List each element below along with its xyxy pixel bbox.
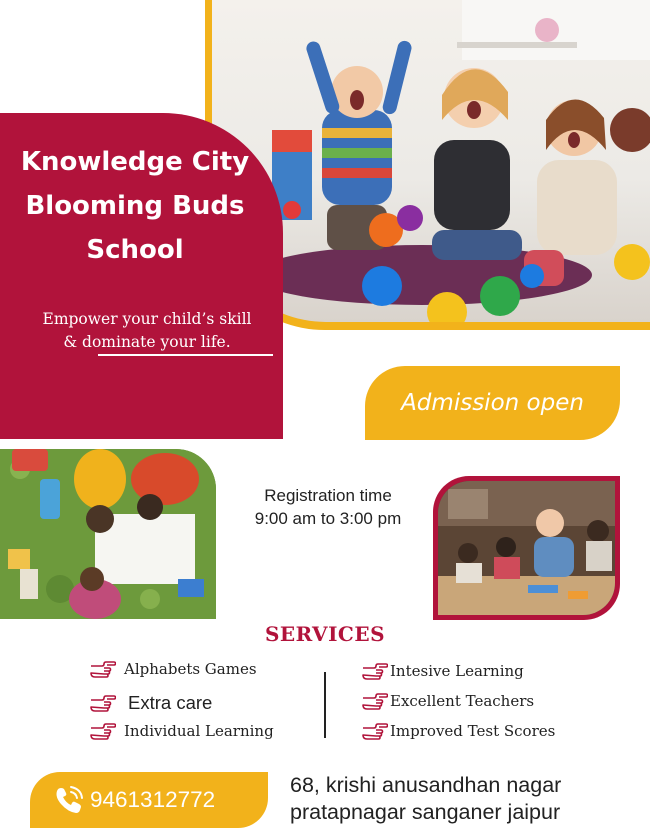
tagline-line-1: Empower your child’s skill [42,310,252,328]
kids-drawing-on-grass-photo [0,449,216,619]
tagline-line-2: & dominate your life. [63,333,231,351]
classroom-photo [438,481,615,615]
school-name-line-1: Knowledge City [20,147,250,177]
tagline-underline [98,354,273,356]
service-label: Extra care [128,692,213,713]
service-label: Improved Test Scores [390,722,556,740]
service-label: Alphabets Games [124,660,257,678]
address-line-2: pratapnagar sanganer jaipur [290,800,561,824]
address [290,772,635,826]
pointing-hand-icon [90,694,116,712]
registration-time-hours: 9:00 am to 3:00 pm [254,509,402,528]
pointing-hand-icon [362,662,388,680]
services-divider [324,672,326,738]
pointing-hand-icon [90,660,116,678]
service-item [362,662,524,680]
service-label: Intesive Learning [390,662,524,680]
service-item [90,660,257,678]
phone-number-badge[interactable] [30,772,268,828]
registration-time [232,484,424,530]
services-title: SERVICES [264,622,386,646]
phone-icon [52,783,86,817]
service-item [90,722,274,740]
pointing-hand-icon [362,722,388,740]
service-item [90,692,212,714]
school-name-line-2: Blooming Buds [25,191,245,221]
address-line-1: 68, krishi anusandhan nagar [290,773,562,797]
registration-time-label: Registration time [264,486,392,505]
school-name [0,140,270,272]
school-name-line-3: School [86,235,184,265]
service-item [362,692,534,710]
phone-number: 9461312772 [90,787,216,812]
tagline [22,308,272,354]
service-label: Individual Learning [124,722,274,740]
service-item [362,722,555,740]
pointing-hand-icon [90,722,116,740]
service-label: Excellent Teachers [390,692,535,710]
admission-open-badge: Admission open [365,366,620,440]
pointing-hand-icon [362,692,388,710]
